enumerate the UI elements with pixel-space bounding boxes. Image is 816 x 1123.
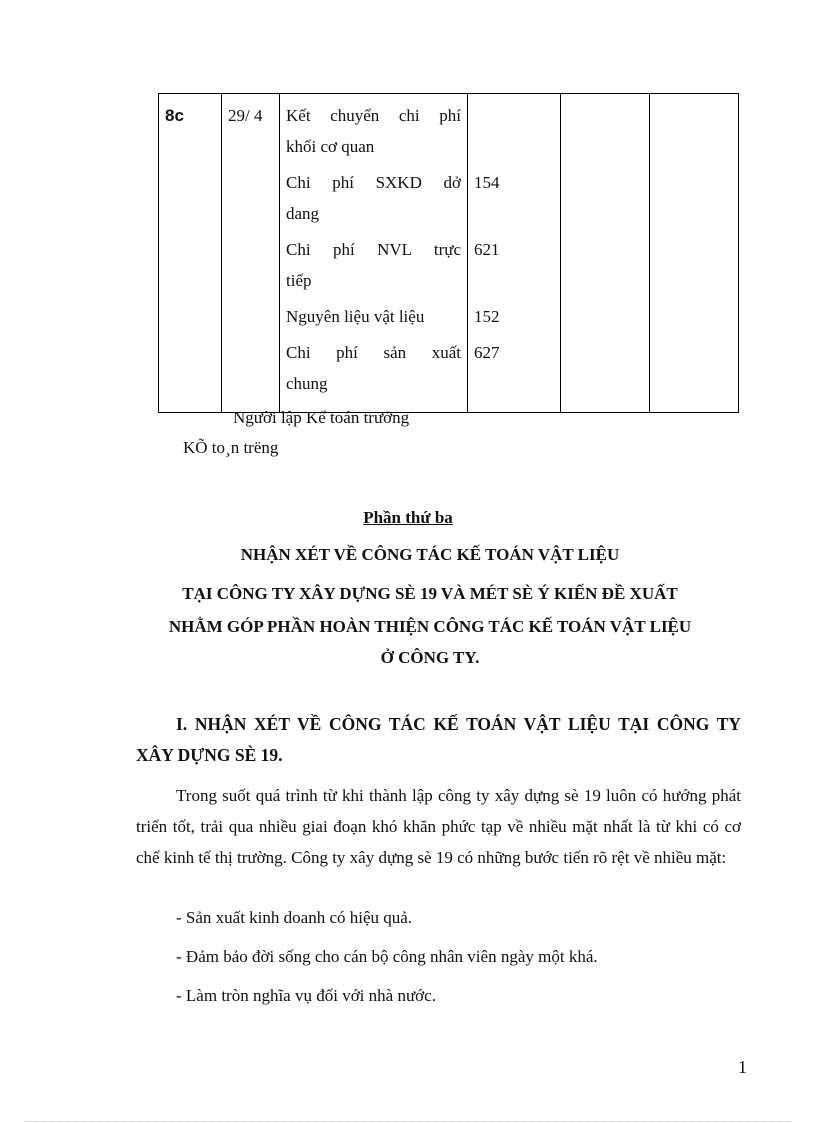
bullet-item: - Sản xuất kinh doanh có hiệu quả. [176, 908, 413, 927]
credit-cell [650, 94, 739, 413]
account-blank [474, 198, 554, 229]
bullet-item: - Làm tròn nghĩa vụ đối với nhà nước. [176, 986, 436, 1005]
voucher-code-cell: 8c [159, 94, 222, 413]
entry-description [286, 337, 461, 399]
debit-cell [561, 94, 650, 413]
table-row [159, 94, 739, 413]
account-blank [474, 100, 554, 131]
part-title-line: TẠI CÔNG TY XÂY DỰNG SÈ 19 VÀ MÉT SÈ Ý KIẾN ĐỀ XUẤT [182, 584, 678, 603]
part-title-line: NHẬN XÉT VỀ CÔNG TÁC KẾ TOÁN VẬT LIỆU [240, 545, 620, 564]
description-line: dang [286, 204, 320, 223]
description-line: khối cơ quan [286, 137, 375, 156]
ledger-table [158, 93, 739, 413]
description-cell [280, 94, 468, 413]
bullet-item: - Đảm bảo đời sống cho cán bộ công nhân viên ngày một khá. [176, 947, 598, 966]
account-number: 621 [474, 240, 500, 259]
body-paragraph: Trong suốt quá trình từ khi thành lập công ty xây dựng sè 19 luôn có hướng phát triển tốt, trải qua nhiều giai đoạn khó khăn phức tạp về nhiều mặt nhất là từ khi có cơ chế kinh tế thị trường. Công ty xây dựng sè 19 có những bước tiến rõ rệt về nhiều mặt: [136, 786, 741, 867]
part-title-line: NHẰM GÓP PHẦN HOÀN THIỆN CÔNG TÁC KẾ TOÁN VẬT LIỆU [168, 617, 692, 636]
page-bottom-divider [24, 1121, 792, 1122]
part-title-line: Ở CÔNG TY. [380, 648, 480, 667]
account-number: 627 [474, 343, 500, 362]
account-blank [474, 131, 554, 162]
date-cell: 29/ 4 [222, 94, 280, 413]
entry-description [286, 100, 461, 162]
description-line: chung [286, 374, 328, 393]
account-blank [474, 265, 554, 296]
account-number: 154 [474, 173, 500, 192]
description-line: Kết chuyển chi phí [286, 106, 461, 125]
account-number: 152 [474, 307, 500, 326]
entry-description [286, 234, 461, 296]
account-cell [468, 94, 561, 413]
entry-description [286, 301, 461, 332]
part-heading: Phần thứ ba [363, 508, 453, 527]
description-line: Chi phí SXKD dở [286, 173, 461, 192]
description-line: Nguyên liệu vật liệu [286, 307, 425, 326]
description-line: Chi phí sản xuất [286, 343, 461, 362]
signature-line: Người lập Kế toán trưởng [233, 408, 410, 427]
signature-line-garbled: KÕ to¸n trëng [183, 438, 279, 457]
description-line: tiếp [286, 271, 312, 290]
entry-description [286, 167, 461, 229]
page-number: 1 [738, 1057, 747, 1077]
description-line: Chi phí NVL trực [286, 240, 461, 259]
section-title: I. NHẬN XÉT VỀ CÔNG TÁC KẾ TOÁN VẬT LIỆU TẠI CÔNG TY XÂY DỰNG SÈ 19. [136, 714, 741, 765]
